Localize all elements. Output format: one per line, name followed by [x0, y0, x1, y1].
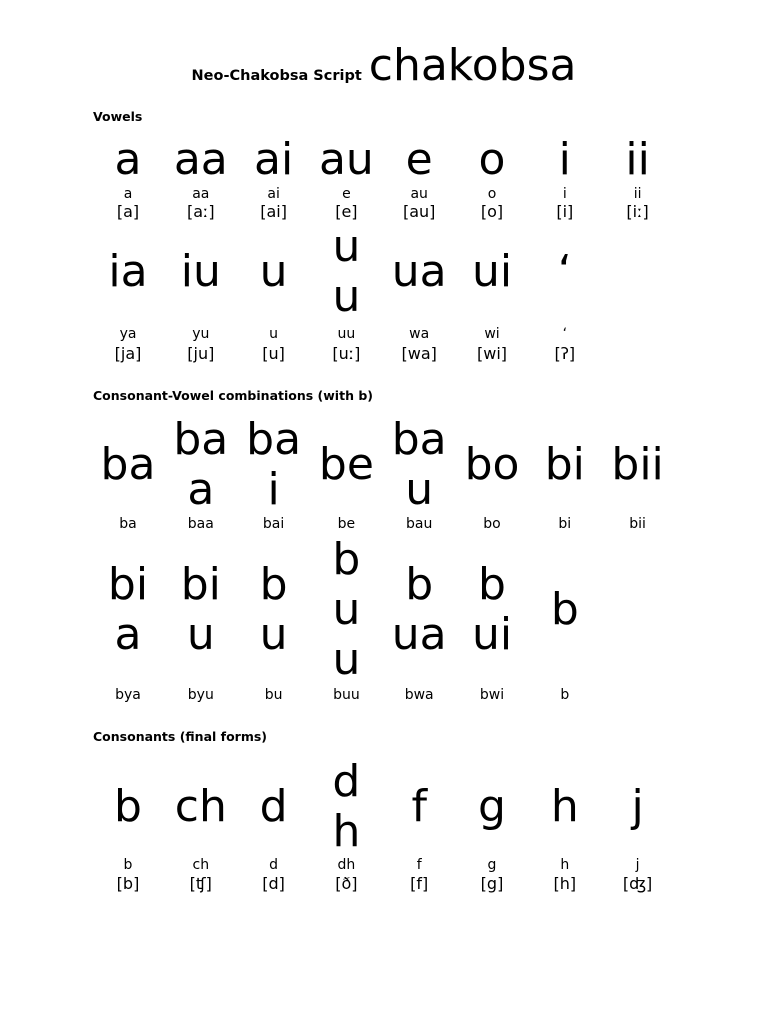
- romanization-label: o: [487, 186, 497, 202]
- glyph-line: i: [267, 464, 280, 515]
- glyph-line: bi: [107, 559, 149, 610]
- romanization-label: e: [342, 186, 351, 202]
- romanization-label: au: [410, 186, 428, 202]
- glyph-line: iu: [180, 246, 221, 297]
- script-glyph: [238, 415, 310, 515]
- script-glyph: [165, 135, 237, 185]
- glyph-line: u: [332, 221, 361, 272]
- ipa-label: [d]: [262, 874, 285, 893]
- glyph-line: ua: [391, 246, 447, 297]
- script-glyph: [529, 135, 601, 185]
- script-glyph: [92, 247, 164, 297]
- romanization-label: d: [269, 857, 279, 873]
- glyph-line: i: [558, 134, 571, 185]
- script-glyph: [310, 222, 382, 322]
- glyph-line: a: [187, 464, 215, 515]
- glyph-line: bi: [544, 439, 585, 490]
- romanization-label: bii: [629, 516, 646, 532]
- script-glyph: [529, 585, 601, 635]
- ipa-label: [ð]: [335, 874, 358, 893]
- script-glyph: [383, 560, 455, 660]
- glyph-line: u: [259, 246, 288, 297]
- title-label: Neo-Chakobsa Script: [191, 68, 362, 84]
- ipa-label: [o]: [480, 202, 504, 221]
- ipa-label: [g]: [480, 874, 504, 893]
- script-glyph: [456, 560, 528, 660]
- glyph-line: ba: [100, 439, 156, 490]
- script-glyph: [92, 560, 164, 660]
- ipa-label: [a]: [116, 202, 140, 221]
- romanization-label: byu: [187, 687, 214, 703]
- ipa-label: [u]: [262, 344, 285, 363]
- ipa-label: [h]: [553, 874, 577, 893]
- script-glyph: [310, 440, 382, 490]
- glyph-line: a: [114, 134, 142, 185]
- glyph-line: b: [259, 559, 288, 610]
- glyph-line: o: [478, 134, 506, 185]
- glyph-line: b: [405, 559, 434, 610]
- glyph-line: bi: [180, 559, 221, 610]
- romanization-label: bu: [264, 687, 283, 703]
- glyph-line: ia: [108, 246, 148, 297]
- script-name-heading: chakobsa: [368, 40, 577, 91]
- script-glyph: [165, 782, 237, 832]
- glyph-line: bo: [464, 439, 520, 490]
- romanization-label: g: [487, 857, 497, 873]
- glyph-line: j: [631, 781, 644, 832]
- glyph-line: h: [332, 806, 361, 857]
- glyph-line: ui: [471, 246, 513, 297]
- romanization-label: bwa: [404, 687, 434, 703]
- glyph-line: u: [332, 584, 361, 635]
- glyph-line: e: [405, 134, 433, 185]
- glyph-line: u: [186, 609, 215, 660]
- script-glyph: [310, 535, 382, 685]
- glyph-line: d: [332, 756, 361, 807]
- romanization-label: b: [560, 687, 570, 703]
- ipa-label: [ʧ]: [189, 874, 212, 893]
- romanization-label: dh: [337, 857, 356, 873]
- script-glyph: [165, 560, 237, 660]
- script-glyph: [92, 440, 164, 490]
- glyph-line: b: [478, 559, 506, 610]
- script-glyph: [602, 135, 674, 185]
- romanization-label: i: [562, 186, 567, 202]
- glyph-line: u: [259, 609, 288, 660]
- script-glyph: [92, 135, 164, 185]
- script-glyph: [383, 415, 455, 515]
- glyph-line: be: [318, 439, 374, 490]
- romanization-label: bai: [262, 516, 285, 532]
- script-glyph: [529, 782, 601, 832]
- ipa-label: [ʔ]: [554, 344, 576, 363]
- glyph-line: ba: [391, 414, 447, 465]
- script-glyph: [456, 440, 528, 490]
- romanization-label: be: [337, 516, 356, 532]
- glyph-line: h: [550, 781, 579, 832]
- romanization-label: wa: [409, 326, 430, 342]
- romanization-label: aa: [192, 186, 210, 202]
- romanization-label: b: [123, 857, 133, 873]
- ipa-label: [f]: [410, 874, 429, 893]
- glyph-line: ii: [625, 134, 650, 185]
- romanization-label: buu: [333, 687, 360, 703]
- romanization-label: bi: [558, 516, 572, 532]
- glyph-line: g: [478, 781, 506, 832]
- glyph-line: ai: [254, 134, 294, 185]
- romanization-label: uu: [337, 326, 356, 342]
- script-glyph: [602, 782, 674, 832]
- romanization-label: yu: [192, 326, 210, 342]
- ipa-label: [iː]: [626, 202, 649, 221]
- script-glyph: [529, 247, 601, 297]
- ipa-label: [b]: [116, 874, 140, 893]
- glyph-line: aa: [173, 134, 228, 185]
- script-glyph: [456, 135, 528, 185]
- ipa-label: [e]: [335, 202, 358, 221]
- ipa-label: [wa]: [401, 344, 437, 363]
- script-glyph: [238, 135, 310, 185]
- script-glyph: [529, 440, 601, 490]
- glyph-line: ua: [391, 609, 447, 660]
- glyph-line: b: [550, 584, 579, 635]
- glyph-line: ui: [471, 609, 513, 660]
- romanization-label: wi: [484, 326, 500, 342]
- section-heading-consonant-vowel: Consonant-Vowel combinations (with b): [93, 388, 373, 403]
- script-glyph: [383, 247, 455, 297]
- ipa-label: [ʤ]: [622, 874, 653, 893]
- script-glyph: [456, 247, 528, 297]
- romanization-label: j: [635, 857, 640, 873]
- script-glyph: [456, 782, 528, 832]
- romanization-label: baa: [187, 516, 214, 532]
- script-glyph: [383, 135, 455, 185]
- section-heading-vowels: Vowels: [93, 109, 143, 124]
- romanization-label: ‘: [562, 326, 568, 342]
- romanization-label: ch: [192, 857, 210, 873]
- section-heading-consonants: Consonants (final forms): [93, 729, 268, 744]
- romanization-label: h: [560, 857, 570, 873]
- script-glyph: [310, 757, 382, 857]
- ipa-label: [aː]: [186, 202, 215, 221]
- glyph-line: b: [114, 781, 142, 832]
- script-glyph: [92, 782, 164, 832]
- glyph-line: u: [332, 634, 361, 685]
- ipa-label: [ju]: [187, 344, 215, 363]
- romanization-label: ii: [633, 186, 642, 202]
- ipa-label: [uː]: [332, 344, 361, 363]
- glyph-line: f: [411, 781, 427, 832]
- glyph-line: b: [332, 534, 361, 585]
- romanization-label: bwi: [479, 687, 505, 703]
- ipa-label: [au]: [402, 202, 436, 221]
- romanization-label: f: [416, 857, 422, 873]
- glyph-line: u: [405, 464, 434, 515]
- glyph-line: bii: [611, 439, 664, 490]
- romanization-label: bau: [406, 516, 433, 532]
- ipa-label: [wi]: [476, 344, 507, 363]
- ipa-label: [ai]: [260, 202, 287, 221]
- romanization-label: u: [269, 326, 279, 342]
- script-glyph: [602, 440, 674, 490]
- glyph-line: ba: [173, 414, 229, 465]
- romanization-label: a: [123, 186, 133, 202]
- glyph-line: d: [259, 781, 288, 832]
- glyph-line: ba: [246, 414, 302, 465]
- page-title: [0, 38, 768, 94]
- script-glyph: [310, 135, 382, 185]
- romanization-label: ba: [119, 516, 137, 532]
- script-glyph: [238, 560, 310, 660]
- romanization-label: ya: [119, 326, 137, 342]
- glyph-line: a: [114, 609, 142, 660]
- glyph-line: au: [318, 134, 374, 185]
- glyph-line: ‘: [557, 246, 572, 297]
- romanization-label: bo: [483, 516, 501, 532]
- script-glyph: [165, 415, 237, 515]
- glyph-line: ch: [174, 781, 227, 832]
- romanization-label: bya: [115, 687, 141, 703]
- romanization-label: ai: [267, 186, 280, 202]
- script-glyph: [238, 247, 310, 297]
- script-glyph: [165, 247, 237, 297]
- script-glyph: [383, 782, 455, 832]
- script-glyph: [238, 782, 310, 832]
- ipa-label: [i]: [556, 202, 574, 221]
- ipa-label: [ja]: [114, 344, 142, 363]
- glyph-line: u: [332, 271, 361, 322]
